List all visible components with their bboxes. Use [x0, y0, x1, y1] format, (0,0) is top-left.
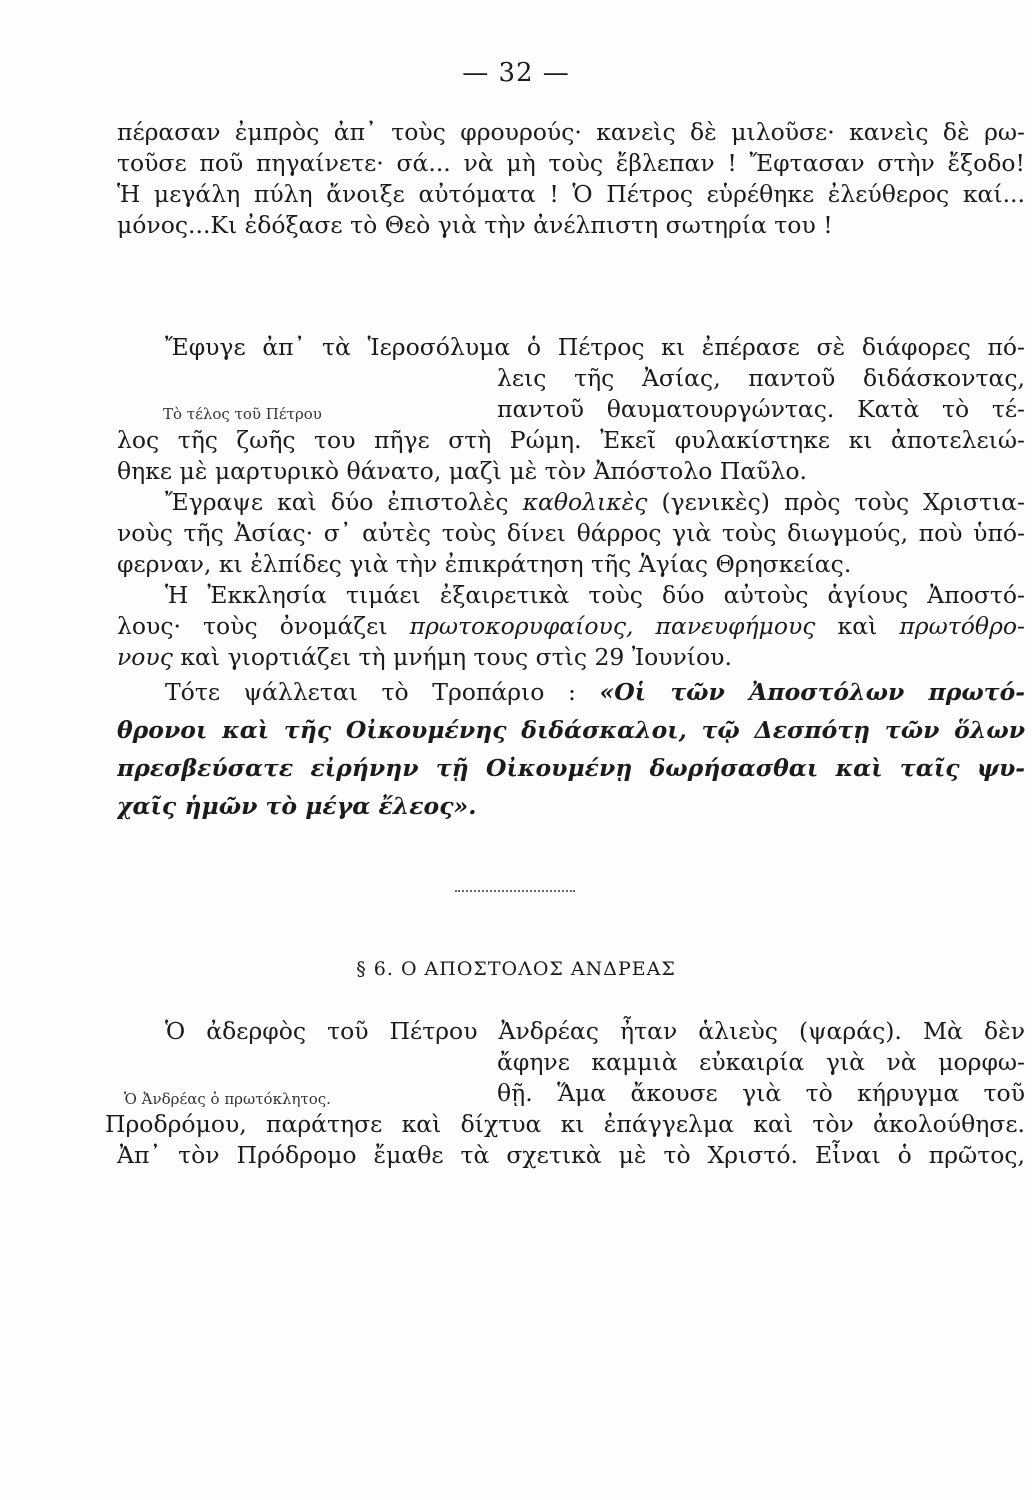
text-line: Προδρόμου, παράτησε καὶ δίχτυα κι ἐπάγγελμα καὶ τὸν ἀκολούθησε.	[105, 1110, 1025, 1138]
text-line	[117, 673, 1025, 711]
page-number: — 32 —	[462, 58, 570, 88]
section-divider	[455, 890, 575, 892]
text-line	[117, 642, 1025, 673]
text-line: Ἡ μεγάλη πύλη ἄνοιξε αὐτόματα ! Ὁ Πέτρος εὑρέθηκε ἐλεύθερος καί...	[117, 180, 1025, 208]
text-segment: καὶ	[815, 612, 900, 640]
text-line	[117, 611, 1025, 642]
troparion-text: θρονοι καὶ τῆς Οἰκουμένης διδάσκαλοι, τῷ Δεσπότῃ τῶν ὅλων	[117, 716, 1025, 744]
text-line: θῇ. Ἅμα ἄκουσε γιὰ τὸ κήρυγμα τοῦ	[497, 1079, 1025, 1107]
text-line: θηκε μὲ μαρτυρικὸ θάνατο, μαζὶ μὲ τὸν Ἀπόστολο Παῦλο.	[117, 457, 808, 485]
text-line: μόνος...Κι ἐδόξασε τὸ Θεὸ γιὰ τὴν ἀνέλπιστη σωτηρία του !	[117, 211, 833, 239]
text-line	[117, 487, 1025, 518]
text-segment: Ἔγραψε καὶ δύο ἐπιστολὲς	[165, 488, 523, 516]
italic-term: πρωτόθρο-	[899, 612, 1025, 640]
margin-note: Ὁ Ἀνδρέας ὁ πρωτόκλητος.	[124, 1090, 331, 1108]
italic-term: καθολικὲς	[522, 488, 648, 516]
text-segment: καὶ γιορτιάζει τὴ μνήμη τους στὶς 29 Ἰουνίου.	[172, 643, 732, 671]
text-line: πέρασαν ἐμπρὸς ἀπ᾽ τοὺς φρουρούς· κανεὶς δὲ μιλοῦσε· κανεὶς δὲ ρω-	[117, 118, 1025, 146]
troparion-text: «Οἱ τῶν Ἀποστόλων πρωτό-	[599, 678, 1025, 706]
text-line: Ἔφυγε ἀπ᾽ τὰ Ἱεροσόλυμα ὁ Πέτρος κι ἐπέρασε σὲ διάφορες πό-	[165, 333, 1025, 361]
text-line: Ἀπ᾽ τὸν Πρόδρομο ἔμαθε τὰ σχετικὰ μὲ τὸ Χριστό. Εἶναι ὁ πρῶτος,	[117, 1141, 1025, 1169]
text-line: ἄφηνε καμμιὰ εὐκαιρία γιὰ νὰ μορφω-	[497, 1048, 1025, 1076]
text-line: Ὁ ἀδερφὸς τοῦ Πέτρου Ἀνδρέας ἦταν ἁλιεὺς (ψαράς). Μὰ δὲν	[165, 1017, 1025, 1045]
text-segment: (γενικὲς) πρὸς τοὺς Χριστια-	[647, 488, 1025, 516]
text-segment: λους· τοὺς ὀνομάζει	[117, 612, 410, 640]
margin-note: Τὸ τέλος τοῦ Πέτρου	[163, 405, 322, 423]
troparion-text: πρεσβεύσατε εἰρήνην τῇ Οἰκουμένῃ δωρήσασθαι καὶ ταῖς ψυ-	[117, 754, 1025, 782]
paragraph-5	[117, 673, 1025, 825]
italic-term: νους	[117, 643, 173, 671]
text-line: φερναν, κι ἐλπίδες γιὰ τὴν ἐπικράτηση τῆς Ἁγίας Θρησκείας.	[117, 550, 852, 578]
paragraph-1	[117, 117, 1025, 241]
text-line: λος τῆς ζωῆς του πῆγε στὴ Ρώμη. Ἐκεῖ φυλακίστηκε κι ἀποτελειώ-	[117, 426, 1025, 454]
section-heading: § 6. Ο ΑΠΟΣΤΟΛΟΣ ΑΝΔΡΕΑΣ	[356, 958, 676, 980]
italic-term: πρωτοκορυφαίους, πανευφήμους	[409, 612, 816, 640]
troparion-text: χαῖς ἡμῶν τὸ μέγα ἔλεος».	[117, 792, 477, 820]
text-segment: Τότε ψάλλεται τὸ Τροπάριο :	[165, 678, 600, 706]
text-line: νοὺς τῆς Ἀσίας· σ᾽ αὐτὲς τοὺς δίνει θάρρος γιὰ τοὺς διωγμούς, ποὺ ὑπό-	[117, 519, 1025, 547]
text-line: Ἡ Ἐκκλησία τιμάει ἐξαιρετικὰ τοὺς δύο αὐτοὺς ἁγίους Ἀποστό-	[165, 581, 1025, 609]
text-line: τοῦσε ποῦ πηγαίνετε· σά... νὰ μὴ τοὺς ἔβλεπαν ! Ἔφτασαν στὴν ἔξοδο!	[117, 149, 1025, 177]
text-line: λεις τῆς Ἀσίας, παντοῦ διδάσκοντας,	[497, 364, 1025, 392]
paragraph-4	[117, 580, 1025, 673]
paragraph-3	[117, 487, 1025, 580]
text-line: παντοῦ θαυματουργώντας. Κατὰ τὸ τέ-	[497, 395, 1025, 423]
